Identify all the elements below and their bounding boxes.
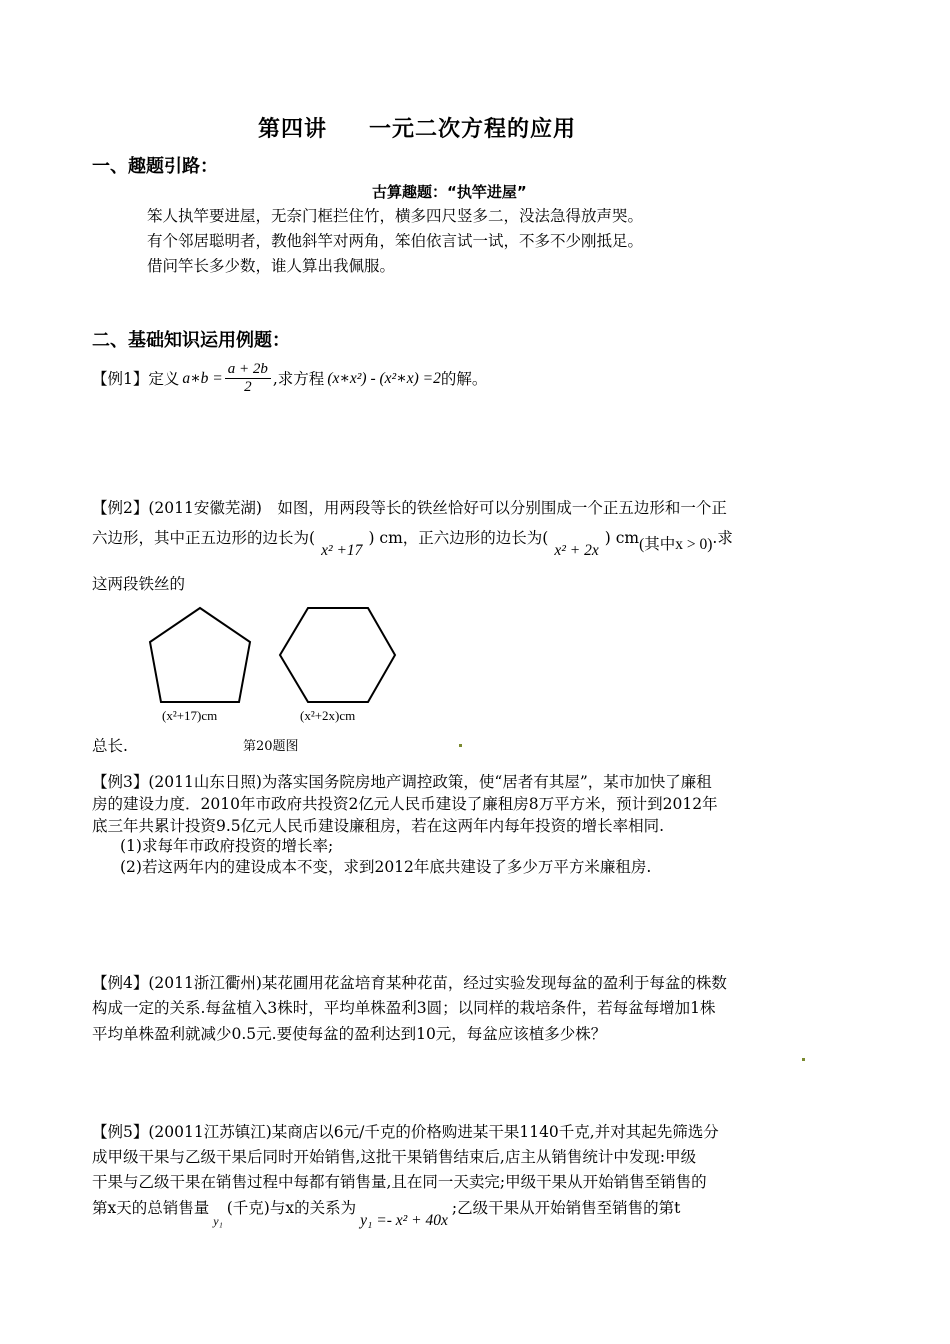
- example-2-condition: (其中x > 0): [639, 536, 713, 553]
- example-2-text-a: 六边形，其中正五边形的边长为(: [92, 529, 316, 547]
- hexagon-side-expression: x² + 2x: [554, 542, 599, 559]
- example-5-text-c: ;乙级干果从开始销售至销售的第t: [451, 1199, 681, 1217]
- example-5-line-1: 【例5】(20011江苏镇江)某商店以6元/千克的价格购进某干果1140千克,并对其起先筛选分: [92, 1123, 719, 1141]
- example-3-line-3: 底三年共累计投资9.5亿元人民币建设廉租房，若在这两年内每年投资的增长率相同.: [92, 817, 665, 835]
- poem-line-3: 借问竿长多少数，谁人算出我佩服。: [147, 257, 396, 275]
- pentagon-label: (x²+17)cm: [162, 708, 218, 723]
- example-1-tail: 的解。: [440, 370, 488, 388]
- example-5-equation: y₁ =- x² + 40x: [360, 1212, 448, 1229]
- example-1-label: 【例1】定义: [92, 370, 180, 388]
- polygon-figure: [140, 598, 400, 756]
- example-4-line-3: 平均单株盈利就减少0.5元.要使每盆的盈利达到10元，每盆应该植多少株？: [92, 1025, 607, 1043]
- example-2-text-c: ) cm: [604, 529, 640, 547]
- example-5-text-a: 第x天的总销售量: [92, 1199, 210, 1217]
- pentagon-side-expression: x² +17: [321, 542, 363, 559]
- stray-mark-2: [802, 1058, 805, 1061]
- example-5-line-2: 成甲级干果与乙级干果后同时开始销售,这批干果销售结束后,店主从销售统计中发现:甲级: [92, 1148, 697, 1166]
- figure-caption: 第20题图: [243, 739, 299, 754]
- example-5-line-3: 干果与乙级干果在销售过程中每都有销售量,且在同一天卖完;甲级干果从开始销售至销售的: [92, 1173, 707, 1191]
- example-1-definition-lhs: a∗b =: [182, 369, 223, 387]
- regular-pentagon: [150, 608, 250, 702]
- example-2-text-d: .求: [712, 529, 733, 547]
- example-5-line-4: [92, 1196, 680, 1228]
- example-2-line-3: 这两段铁丝的: [92, 575, 186, 593]
- example-3-line-1: 【例3】(2011山东日照)为落实国务院房地产调控政策，使“居者有其屋”，某市加快了廉租: [92, 773, 712, 791]
- example-3-question-1: (1)求每年市政府投资的增长率;: [120, 837, 334, 855]
- page-title: [258, 112, 576, 143]
- example-2-line-1: 【例2】(2011安徽芜湖) 如图，用两段等长的铁丝恰好可以分别围成一个正五边形和一个正: [92, 499, 727, 517]
- example-1: [92, 354, 487, 402]
- example-1-equation: (x∗x²) - (x²∗x) =2: [327, 369, 441, 387]
- fraction-numerator: a + 2b: [225, 361, 271, 379]
- example-2-text-b: ) cm，正六边形的边长为(: [368, 529, 549, 547]
- hexagon-label: (x²+2x)cm: [300, 708, 356, 723]
- poem-line-1: 笨人执竿要进屋，无奈门框拦住竹，横多四尺竖多二，没法急得放声哭。: [147, 207, 644, 225]
- example-3-line-2: 房的建设力度．2010年市政府共投资2亿元人民币建设了廉租房8万平方米，预计到2012年: [92, 795, 718, 813]
- example-1-fraction: [225, 361, 271, 396]
- title-topic: 一元二次方程的应用: [369, 117, 577, 142]
- polygon-figure-svg: [140, 598, 400, 756]
- example-1-text: ,求方程: [272, 370, 325, 388]
- fraction-denominator: 2: [244, 378, 252, 395]
- example-4-line-2: 构成一定的关系.每盆植入3株时，平均单株盈利3圆；以同样的栽培条件，若每盆每增加1株: [92, 999, 716, 1017]
- stray-mark: [459, 744, 462, 747]
- regular-hexagon: [280, 608, 395, 702]
- example-2-line-4: 总长.: [92, 737, 128, 755]
- example-3-question-2: (2)若这两年内的建设成本不变，求到2012年底共建设了多少万平方米廉租房.: [120, 858, 652, 876]
- example-2-line-2: [92, 526, 733, 560]
- section2-heading: 二、基础知识运用例题：: [92, 330, 290, 351]
- poem-title: 古算趣题：“执竿进屋”: [372, 183, 527, 201]
- y1-symbol: y₁: [213, 1214, 223, 1228]
- title-lecture-number: 第四讲: [258, 117, 328, 142]
- example-5-text-b: (千克)与x的关系为: [226, 1199, 357, 1217]
- poem-line-2: 有个邻居聪明者，教他斜竿对两角，笨伯依言试一试，不多不少刚抵足。: [147, 232, 644, 250]
- section1-heading: 一、趣题引路：: [92, 156, 218, 177]
- example-4-line-1: 【例4】(2011浙江衢州)某花圃用花盆培育某种花苗，经过实验发现每盆的盈利于每盆的株数: [92, 974, 727, 992]
